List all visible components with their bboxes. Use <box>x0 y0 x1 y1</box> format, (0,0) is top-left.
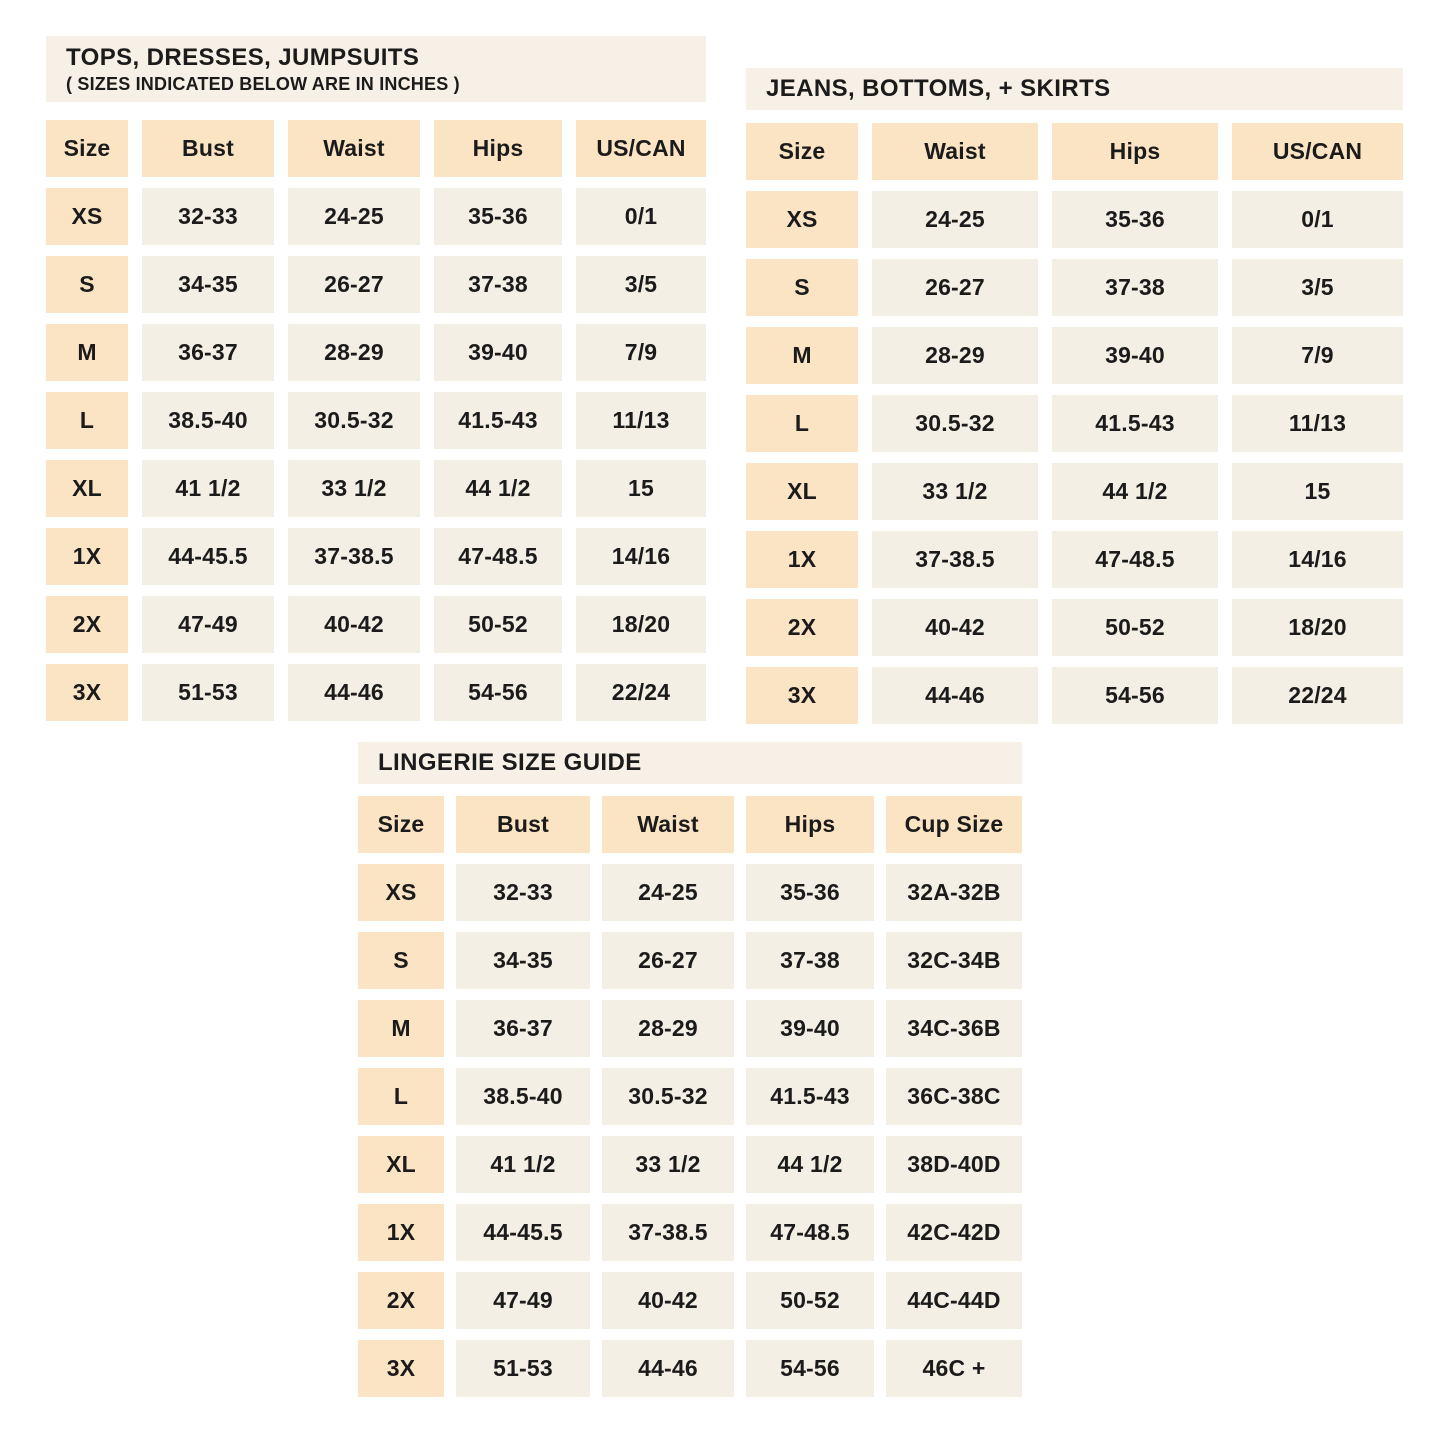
jeans-title-banner <box>746 68 1403 110</box>
table-row <box>46 256 706 313</box>
value-cell: 22/24 <box>576 664 706 721</box>
value-cell: 24-25 <box>872 191 1038 248</box>
column-header-size: Size <box>746 123 858 180</box>
value-cell: 35-36 <box>746 864 874 921</box>
value-cell: 36-37 <box>142 324 274 381</box>
value-cell: 50-52 <box>746 1272 874 1329</box>
value-cell: 54-56 <box>434 664 562 721</box>
size-cell: 2X <box>746 599 858 656</box>
size-cell: XL <box>46 460 128 517</box>
value-cell: 7/9 <box>576 324 706 381</box>
lingerie-table-grid <box>358 796 1022 1397</box>
size-cell: M <box>46 324 128 381</box>
size-cell: 3X <box>358 1340 444 1397</box>
column-header-hips: Hips <box>1052 123 1218 180</box>
size-cell: L <box>746 395 858 452</box>
header-row <box>746 123 1403 180</box>
value-cell: 47-49 <box>142 596 274 653</box>
column-header-size: Size <box>46 120 128 177</box>
value-cell: 37-38.5 <box>872 531 1038 588</box>
value-cell: 11/13 <box>1232 395 1403 452</box>
value-cell: 18/20 <box>1232 599 1403 656</box>
column-header-waist: Waist <box>602 796 734 853</box>
size-cell: S <box>746 259 858 316</box>
value-cell: 3/5 <box>576 256 706 313</box>
value-cell: 11/13 <box>576 392 706 449</box>
value-cell: 41.5-43 <box>746 1068 874 1125</box>
value-cell: 46C + <box>886 1340 1022 1397</box>
column-header-bust: Bust <box>142 120 274 177</box>
size-cell: 2X <box>358 1272 444 1329</box>
value-cell: 37-38.5 <box>602 1204 734 1261</box>
value-cell: 50-52 <box>434 596 562 653</box>
tops-table-grid <box>46 120 706 721</box>
value-cell: 34-35 <box>142 256 274 313</box>
table-row <box>746 259 1403 316</box>
table-row <box>746 191 1403 248</box>
size-cell: S <box>358 932 444 989</box>
value-cell: 44-46 <box>872 667 1038 724</box>
value-cell: 26-27 <box>872 259 1038 316</box>
table-row <box>46 460 706 517</box>
tops-title-banner <box>46 36 706 102</box>
value-cell: 54-56 <box>1052 667 1218 724</box>
size-cell: L <box>46 392 128 449</box>
value-cell: 54-56 <box>746 1340 874 1397</box>
table-row <box>46 188 706 245</box>
value-cell: 47-48.5 <box>434 528 562 585</box>
value-cell: 44 1/2 <box>434 460 562 517</box>
table-row <box>746 599 1403 656</box>
value-cell: 38D-40D <box>886 1136 1022 1193</box>
value-cell: 42C-42D <box>886 1204 1022 1261</box>
value-cell: 28-29 <box>872 327 1038 384</box>
table-row <box>358 932 1022 989</box>
table-row <box>46 596 706 653</box>
value-cell: 47-48.5 <box>1052 531 1218 588</box>
value-cell: 0/1 <box>1232 191 1403 248</box>
lingerie-title: LINGERIE SIZE GUIDE <box>378 749 642 776</box>
value-cell: 15 <box>1232 463 1403 520</box>
value-cell: 18/20 <box>576 596 706 653</box>
value-cell: 44-46 <box>602 1340 734 1397</box>
column-header-us-can: US/CAN <box>576 120 706 177</box>
value-cell: 41.5-43 <box>1052 395 1218 452</box>
value-cell: 36C-38C <box>886 1068 1022 1125</box>
size-cell: 1X <box>746 531 858 588</box>
table-row <box>46 664 706 721</box>
column-header-us-can: US/CAN <box>1232 123 1403 180</box>
table-row <box>358 864 1022 921</box>
table-row <box>746 463 1403 520</box>
column-header-waist: Waist <box>872 123 1038 180</box>
value-cell: 3/5 <box>1232 259 1403 316</box>
tops-title: TOPS, DRESSES, JUMPSUITS <box>66 43 420 71</box>
table-row <box>746 531 1403 588</box>
value-cell: 28-29 <box>288 324 420 381</box>
value-cell: 34C-36B <box>886 1000 1022 1057</box>
value-cell: 14/16 <box>576 528 706 585</box>
value-cell: 15 <box>576 460 706 517</box>
lingerie-size-table <box>358 742 1022 1397</box>
jeans-size-table <box>746 68 1403 724</box>
value-cell: 24-25 <box>602 864 734 921</box>
value-cell: 41.5-43 <box>434 392 562 449</box>
value-cell: 7/9 <box>1232 327 1403 384</box>
value-cell: 30.5-32 <box>872 395 1038 452</box>
size-cell: XS <box>746 191 858 248</box>
size-cell: 1X <box>358 1204 444 1261</box>
value-cell: 33 1/2 <box>288 460 420 517</box>
header-row <box>46 120 706 177</box>
size-cell: 3X <box>46 664 128 721</box>
value-cell: 38.5-40 <box>142 392 274 449</box>
column-header-hips: Hips <box>434 120 562 177</box>
size-cell: XS <box>46 188 128 245</box>
value-cell: 44 1/2 <box>1052 463 1218 520</box>
size-cell: M <box>746 327 858 384</box>
size-cell: XL <box>358 1136 444 1193</box>
table-row <box>46 392 706 449</box>
column-header-size: Size <box>358 796 444 853</box>
value-cell: 39-40 <box>1052 327 1218 384</box>
table-row <box>358 1000 1022 1057</box>
value-cell: 0/1 <box>576 188 706 245</box>
value-cell: 44C-44D <box>886 1272 1022 1329</box>
size-cell: 1X <box>46 528 128 585</box>
value-cell: 44-46 <box>288 664 420 721</box>
value-cell: 26-27 <box>602 932 734 989</box>
size-cell: 3X <box>746 667 858 724</box>
table-row <box>746 395 1403 452</box>
value-cell: 36-37 <box>456 1000 590 1057</box>
value-cell: 32-33 <box>142 188 274 245</box>
value-cell: 40-42 <box>872 599 1038 656</box>
value-cell: 33 1/2 <box>602 1136 734 1193</box>
value-cell: 28-29 <box>602 1000 734 1057</box>
value-cell: 51-53 <box>456 1340 590 1397</box>
column-header-waist: Waist <box>288 120 420 177</box>
value-cell: 39-40 <box>746 1000 874 1057</box>
value-cell: 35-36 <box>1052 191 1218 248</box>
size-cell: 2X <box>46 596 128 653</box>
value-cell: 32C-34B <box>886 932 1022 989</box>
size-cell: S <box>46 256 128 313</box>
value-cell: 24-25 <box>288 188 420 245</box>
value-cell: 37-38 <box>746 932 874 989</box>
value-cell: 44 1/2 <box>746 1136 874 1193</box>
value-cell: 30.5-32 <box>602 1068 734 1125</box>
table-row <box>358 1340 1022 1397</box>
size-cell: L <box>358 1068 444 1125</box>
value-cell: 41 1/2 <box>456 1136 590 1193</box>
size-cell: XS <box>358 864 444 921</box>
value-cell: 44-45.5 <box>142 528 274 585</box>
tops-size-table <box>46 36 706 721</box>
value-cell: 32-33 <box>456 864 590 921</box>
tops-subtitle: ( SIZES INDICATED BELOW ARE IN INCHES ) <box>66 73 460 94</box>
value-cell: 40-42 <box>602 1272 734 1329</box>
value-cell: 33 1/2 <box>872 463 1038 520</box>
jeans-title: JEANS, BOTTOMS, + SKIRTS <box>766 75 1111 102</box>
value-cell: 26-27 <box>288 256 420 313</box>
value-cell: 50-52 <box>1052 599 1218 656</box>
value-cell: 30.5-32 <box>288 392 420 449</box>
column-header-cup-size: Cup Size <box>886 796 1022 853</box>
column-header-bust: Bust <box>456 796 590 853</box>
value-cell: 44-45.5 <box>456 1204 590 1261</box>
value-cell: 35-36 <box>434 188 562 245</box>
value-cell: 39-40 <box>434 324 562 381</box>
value-cell: 47-49 <box>456 1272 590 1329</box>
header-row <box>358 796 1022 853</box>
value-cell: 47-48.5 <box>746 1204 874 1261</box>
jeans-table-grid <box>746 123 1403 724</box>
value-cell: 51-53 <box>142 664 274 721</box>
value-cell: 37-38 <box>1052 259 1218 316</box>
value-cell: 37-38.5 <box>288 528 420 585</box>
table-row <box>46 528 706 585</box>
value-cell: 40-42 <box>288 596 420 653</box>
column-header-hips: Hips <box>746 796 874 853</box>
size-cell: M <box>358 1000 444 1057</box>
table-row <box>358 1204 1022 1261</box>
value-cell: 41 1/2 <box>142 460 274 517</box>
value-cell: 14/16 <box>1232 531 1403 588</box>
table-row <box>358 1272 1022 1329</box>
value-cell: 32A-32B <box>886 864 1022 921</box>
lingerie-title-banner <box>358 742 1022 784</box>
value-cell: 37-38 <box>434 256 562 313</box>
size-cell: XL <box>746 463 858 520</box>
value-cell: 38.5-40 <box>456 1068 590 1125</box>
value-cell: 22/24 <box>1232 667 1403 724</box>
table-row <box>746 327 1403 384</box>
value-cell: 34-35 <box>456 932 590 989</box>
table-row <box>46 324 706 381</box>
table-row <box>358 1068 1022 1125</box>
table-row <box>358 1136 1022 1193</box>
table-row <box>746 667 1403 724</box>
